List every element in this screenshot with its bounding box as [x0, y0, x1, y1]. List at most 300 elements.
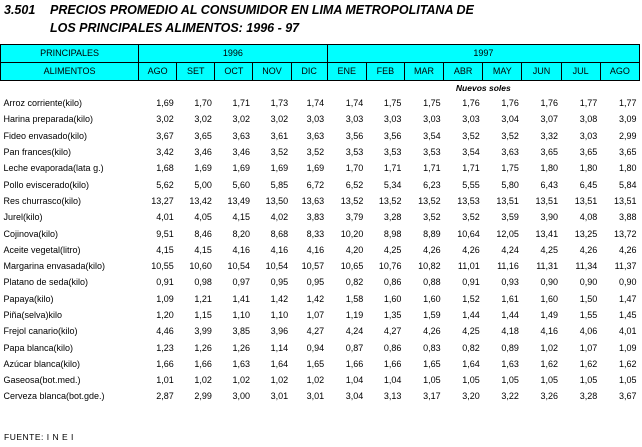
- unit-label: Nuevos soles: [455, 83, 511, 93]
- food-name: Azúcar blanca(kilo): [3, 358, 81, 369]
- price-cell: 1,42: [306, 293, 325, 304]
- price-cell: 1,14: [270, 342, 289, 353]
- price-cell: 0,86: [383, 277, 402, 288]
- price-cell: 4,25: [540, 244, 559, 255]
- price-cell: 3,26: [540, 391, 559, 402]
- price-cell: 1,02: [232, 375, 250, 386]
- price-cell: 3,96: [270, 326, 289, 337]
- price-cell: 1,20: [156, 310, 174, 320]
- table-row: [1, 160, 640, 176]
- price-cell: 1,02: [194, 375, 212, 386]
- price-cell: 13,25: [574, 228, 598, 239]
- food-name: Jurel(kilo): [3, 212, 43, 223]
- price-cell: 1,80: [579, 163, 598, 174]
- price-cell: 1,47: [618, 293, 637, 304]
- price-cell: 13,49: [227, 195, 250, 206]
- price-cell: 1,10: [270, 310, 289, 320]
- price-cell: 1,80: [540, 163, 559, 174]
- price-cell: 0,82: [462, 342, 480, 353]
- price-cell: 5,84: [618, 179, 637, 190]
- header-month-1996: DIC: [291, 63, 327, 81]
- price-cell: 1,07: [306, 310, 325, 320]
- price-cell: 13,52: [340, 195, 364, 206]
- price-cell: 10,64: [457, 228, 480, 239]
- price-cell: 1,74: [306, 98, 325, 109]
- price-cell: 3,00: [232, 391, 250, 402]
- price-cell: 3,02: [270, 114, 289, 125]
- price-cell: 1,71: [383, 163, 402, 174]
- price-cell: 1,09: [156, 293, 174, 304]
- price-cell: 0,97: [232, 277, 250, 288]
- food-name: Pollo eviscerado(kilo): [3, 179, 90, 190]
- price-cell: 3,52: [306, 147, 325, 158]
- price-cell: 3,46: [232, 147, 250, 158]
- price-cell: 13,51: [496, 195, 519, 206]
- header-month-1996: AGO: [139, 63, 177, 81]
- price-cell: 4,01: [618, 326, 637, 337]
- price-cell: 0,83: [423, 342, 441, 353]
- price-cell: 1,61: [501, 293, 519, 304]
- price-cell: 6,45: [579, 179, 598, 190]
- price-cell: 0,93: [501, 277, 519, 288]
- table-title-line-1: [4, 3, 474, 17]
- price-cell: 4,24: [501, 244, 519, 255]
- table-row: [1, 291, 640, 307]
- price-cell: 1,45: [618, 310, 637, 320]
- price-cell: 6,52: [345, 179, 364, 190]
- price-cell: 4,01: [156, 212, 174, 223]
- price-cell: 3,46: [194, 147, 212, 158]
- price-cell: 1,04: [383, 375, 402, 386]
- price-cell: 6,43: [540, 179, 559, 190]
- price-cell: 3,52: [270, 147, 289, 158]
- price-cell: 6,72: [306, 179, 325, 190]
- food-name: Papa blanca(kilo): [3, 342, 74, 353]
- price-cell: 8,98: [383, 228, 402, 239]
- header-month-1997: ABR: [444, 63, 483, 81]
- price-cell: 1,05: [540, 375, 559, 386]
- price-cell: 3,08: [579, 114, 598, 125]
- price-cell: 1,05: [579, 375, 598, 386]
- price-cell: 3,59: [501, 212, 519, 223]
- price-cell: 2,99: [194, 391, 212, 402]
- price-cell: 13,63: [301, 195, 325, 206]
- price-cell: 1,62: [618, 358, 637, 369]
- price-cell: 3,28: [579, 391, 598, 402]
- price-cell: 4,26: [618, 244, 637, 255]
- food-name: Res churrasco(kilo): [3, 195, 82, 206]
- price-cell: 3,90: [540, 212, 559, 223]
- price-cell: 13,72: [613, 228, 637, 239]
- price-cell: 1,73: [270, 98, 289, 109]
- price-cell: 1,64: [462, 358, 480, 369]
- price-cell: 1,66: [383, 358, 402, 369]
- price-cell: 4,20: [345, 244, 364, 255]
- header-month-1997: MAR: [404, 63, 443, 81]
- price-cell: 1,76: [462, 98, 480, 109]
- price-cell: 4,27: [306, 326, 325, 337]
- price-cell: 13,27: [151, 195, 174, 206]
- price-cell: 0,95: [270, 277, 289, 288]
- price-cell: 0,87: [345, 342, 364, 353]
- table-row: [1, 95, 640, 111]
- price-cell: 3,65: [194, 130, 212, 141]
- price-cell: 3,52: [423, 212, 441, 223]
- header-month-1996: SET: [177, 63, 215, 81]
- price-cell: 8,33: [306, 228, 325, 239]
- header-alimentos: ALIMENTOS: [1, 63, 139, 81]
- price-cell: 1,02: [270, 375, 289, 386]
- price-cell: 4,16: [232, 244, 250, 255]
- price-cell: 3,67: [618, 391, 637, 402]
- price-cell: 10,60: [189, 261, 212, 272]
- price-cell: 1,35: [383, 310, 402, 320]
- price-cell: 13,51: [574, 195, 598, 206]
- table-row: [1, 128, 640, 144]
- price-cell: 1,77: [579, 98, 598, 109]
- price-cell: 3,65: [579, 147, 598, 158]
- price-cell: 1,68: [156, 163, 174, 174]
- price-cell: 3,02: [194, 114, 212, 125]
- price-cell: 4,16: [540, 326, 559, 337]
- price-cell: 1,70: [194, 98, 212, 109]
- price-cell: 1,74: [345, 98, 364, 109]
- price-cell: 1,15: [194, 310, 212, 320]
- price-cell: 8,89: [423, 228, 441, 239]
- price-cell: 4,05: [194, 212, 212, 223]
- title-text-line-2: LOS PRINCIPALES ALIMENTOS: 1996 - 97: [50, 21, 300, 35]
- price-cell: 12,05: [496, 228, 519, 239]
- price-cell: 5,85: [270, 179, 289, 190]
- price-cell: 1,63: [501, 358, 519, 369]
- table-row: [1, 258, 640, 274]
- price-cell: 13,51: [613, 195, 637, 206]
- food-name: Aceite vegetal(litro): [3, 244, 81, 255]
- price-cell: 3,53: [383, 147, 402, 158]
- price-cell: 3,17: [423, 391, 441, 402]
- price-cell: 3,83: [306, 212, 325, 223]
- price-cell: 3,28: [383, 212, 402, 223]
- table-row: [1, 242, 640, 258]
- price-cell: 3,53: [423, 147, 441, 158]
- table-row: [1, 225, 640, 241]
- header-principales: PRINCIPALES: [1, 45, 139, 63]
- price-cell: 0,82: [345, 277, 364, 288]
- price-cell: 3,53: [345, 147, 364, 158]
- price-cell: 8,46: [194, 228, 212, 239]
- price-cell: 3,02: [156, 114, 174, 125]
- price-cell: 1,69: [194, 163, 212, 174]
- price-cell: 4,15: [194, 244, 212, 255]
- header-month-1996: NOV: [253, 63, 291, 81]
- price-cell: 5,00: [194, 179, 212, 190]
- price-cell: 3,22: [501, 391, 519, 402]
- price-cell: 1,26: [232, 342, 250, 353]
- price-cell: 0,91: [156, 277, 174, 288]
- price-cell: 3,03: [345, 114, 364, 125]
- price-cell: 1,02: [306, 375, 325, 386]
- price-cell: 1,80: [618, 163, 637, 174]
- header-month-1997: ENE: [327, 63, 366, 81]
- price-cell: 8,68: [270, 228, 289, 239]
- price-cell: 1,05: [423, 375, 441, 386]
- title-text-line-1: PRECIOS PROMEDIO AL CONSUMIDOR EN LIMA METROPOLITANA DE: [50, 3, 474, 17]
- price-cell: 10,65: [340, 261, 364, 272]
- price-cell: 1,77: [618, 98, 637, 109]
- price-cell: 4,27: [383, 326, 402, 337]
- price-cell: 2,99: [618, 130, 637, 141]
- price-cell: 4,16: [306, 244, 325, 255]
- price-cell: 1,76: [501, 98, 519, 109]
- price-cell: 13,42: [189, 195, 212, 206]
- price-cell: 1,09: [618, 342, 637, 353]
- price-cell: 11,16: [497, 261, 519, 272]
- price-cell: 3,65: [618, 147, 637, 158]
- table-row: [1, 323, 640, 339]
- price-cell: 4,46: [156, 326, 174, 337]
- price-cell: 5,60: [232, 179, 250, 190]
- food-name: Cojinova(kilo): [3, 228, 59, 239]
- price-cell: 3,02: [232, 114, 250, 125]
- price-cell: 3,56: [345, 130, 364, 141]
- price-cell: 1,05: [462, 375, 480, 386]
- price-cell: 13,50: [265, 195, 289, 206]
- price-cell: 13,52: [418, 195, 441, 206]
- price-cell: 4,02: [270, 212, 289, 223]
- price-cell: 0,90: [579, 277, 598, 288]
- table-row: [1, 176, 640, 192]
- price-cell: 0,89: [501, 342, 519, 353]
- price-cell: 1,69: [306, 163, 325, 174]
- price-cell: 1,55: [579, 310, 598, 320]
- price-cell: 1,05: [618, 375, 637, 386]
- price-cell: 3,52: [462, 212, 480, 223]
- price-cell: 3,03: [306, 114, 325, 125]
- header-year-1996: 1996: [139, 45, 328, 63]
- price-cell: 10,57: [301, 261, 325, 272]
- food-name: Arroz corriente(kilo): [3, 98, 83, 109]
- header-month-1997: JUN: [522, 63, 561, 81]
- table-row: [1, 144, 640, 160]
- price-cell: 1,59: [423, 310, 441, 320]
- food-name: Platano de seda(kilo): [3, 277, 89, 288]
- price-cell: 1,71: [423, 163, 441, 174]
- price-cell: 3,03: [423, 114, 441, 125]
- price-cell: 5,55: [462, 179, 480, 190]
- price-cell: 13,52: [378, 195, 402, 206]
- price-cell: 1,60: [540, 293, 559, 304]
- price-cell: 1,65: [306, 358, 325, 369]
- price-cell: 10,20: [340, 228, 364, 239]
- price-cell: 3,42: [156, 147, 174, 158]
- price-cell: 10,76: [378, 261, 402, 272]
- price-cell: 3,67: [156, 130, 174, 141]
- price-cell: 1,02: [540, 342, 559, 353]
- price-cell: 3,01: [306, 391, 325, 402]
- price-cell: 1,60: [383, 293, 402, 304]
- table-row: [1, 339, 640, 355]
- food-name: Fideo envasado(kilo): [3, 130, 88, 141]
- price-cell: 3,63: [501, 147, 519, 158]
- food-name: Papaya(kilo): [3, 293, 54, 304]
- price-cell: 1,26: [194, 342, 212, 353]
- price-cell: 3,09: [618, 114, 637, 125]
- price-cell: 3,03: [579, 130, 598, 141]
- prices-table: [0, 44, 640, 405]
- price-cell: 1,63: [232, 358, 250, 369]
- table-row: [1, 193, 640, 209]
- price-cell: 3,13: [383, 391, 402, 402]
- price-cell: 1,76: [540, 98, 559, 109]
- price-cell: 0,90: [618, 277, 637, 288]
- price-cell: 1,23: [156, 342, 174, 353]
- price-cell: 1,64: [270, 358, 289, 369]
- table-row: [1, 356, 640, 372]
- price-cell: 3,99: [194, 326, 212, 337]
- price-cell: 3,04: [345, 391, 364, 402]
- price-cell: 3,54: [423, 130, 441, 141]
- price-cell: 4,26: [579, 244, 598, 255]
- price-cell: 1,66: [194, 358, 212, 369]
- price-cell: 5,80: [501, 179, 519, 190]
- price-cell: 10,54: [227, 261, 250, 272]
- food-name: Piña(selva)kilo: [3, 310, 63, 320]
- price-cell: 1,66: [345, 358, 364, 369]
- table-row: [1, 388, 640, 404]
- price-cell: 1,65: [423, 358, 441, 369]
- food-name: Harina preparada(kilo): [3, 114, 94, 125]
- price-cell: 1,10: [232, 310, 250, 320]
- price-cell: 3,56: [383, 130, 402, 141]
- price-cell: 4,25: [462, 326, 480, 337]
- price-cell: 4,26: [423, 326, 441, 337]
- price-cell: 1,41: [232, 293, 250, 304]
- price-cell: 1,75: [383, 98, 402, 109]
- table-row: [1, 307, 640, 323]
- table-row: [1, 209, 640, 225]
- price-cell: 9,51: [156, 228, 174, 239]
- price-cell: 1,50: [579, 293, 598, 304]
- price-cell: 3,20: [462, 391, 480, 402]
- header-month-1997: FEB: [366, 63, 404, 81]
- price-cell: 4,24: [345, 326, 364, 337]
- price-cell: 1,05: [501, 375, 519, 386]
- price-cell: 1,07: [579, 342, 598, 353]
- price-cell: 1,62: [579, 358, 598, 369]
- price-cell: 3,65: [540, 147, 559, 158]
- price-cell: 2,87: [156, 391, 174, 402]
- table-row: [1, 274, 640, 290]
- price-cell: 0,95: [306, 277, 325, 288]
- price-cell: 0,90: [540, 277, 559, 288]
- price-cell: 3,32: [540, 130, 559, 141]
- price-cell: 0,88: [423, 277, 441, 288]
- price-cell: 3,79: [345, 212, 364, 223]
- price-cell: 1,52: [462, 293, 480, 304]
- price-cell: 11,31: [536, 261, 559, 272]
- food-name: Pan frances(kilo): [3, 147, 72, 158]
- price-cell: 3,04: [501, 114, 519, 125]
- price-cell: 11,01: [457, 261, 480, 272]
- food-name: Cerveza blanca(bot.gde.): [3, 391, 105, 402]
- price-cell: 11,34: [575, 261, 598, 272]
- price-cell: 5,62: [156, 179, 174, 190]
- price-cell: 1,71: [232, 98, 250, 109]
- price-cell: 4,18: [501, 326, 519, 337]
- price-cell: 1,58: [345, 293, 364, 304]
- food-name: Leche evaporada(lata g.): [3, 163, 104, 174]
- price-cell: 1,01: [156, 375, 174, 386]
- price-cell: 3,03: [462, 114, 480, 125]
- price-cell: 3,54: [462, 147, 480, 158]
- price-cell: 13,51: [535, 195, 559, 206]
- price-cell: 3,85: [232, 326, 250, 337]
- price-cell: 3,63: [306, 130, 325, 141]
- header-month-1996: OCT: [215, 63, 253, 81]
- table-row: [1, 111, 640, 127]
- price-cell: 10,82: [418, 261, 441, 272]
- price-cell: 3,61: [270, 130, 289, 141]
- price-cell: 0,94: [306, 342, 325, 353]
- price-cell: 1,71: [462, 163, 480, 174]
- price-cell: 11,37: [614, 261, 637, 272]
- price-cell: 1,21: [194, 293, 212, 304]
- price-cell: 4,26: [462, 244, 480, 255]
- price-cell: 3,88: [618, 212, 637, 223]
- price-cell: 1,75: [501, 163, 519, 174]
- header-month-1997: JUL: [561, 63, 600, 81]
- header-month-1997: AGO: [600, 63, 639, 81]
- price-cell: 3,52: [462, 130, 480, 141]
- price-cell: 13,53: [457, 195, 480, 206]
- price-cell: 3,52: [501, 130, 519, 141]
- price-cell: 10,55: [151, 261, 174, 272]
- price-cell: 1,62: [540, 358, 559, 369]
- price-cell: 1,19: [345, 310, 364, 320]
- price-cell: 1,44: [462, 310, 480, 320]
- source-note: FUENTE: I N E I: [4, 432, 74, 442]
- price-cell: 1,60: [423, 293, 441, 304]
- price-cell: 0,86: [383, 342, 402, 353]
- price-cell: 1,44: [501, 310, 519, 320]
- price-cell: 10,54: [265, 261, 289, 272]
- price-cell: 1,42: [270, 293, 289, 304]
- price-cell: 3,01: [270, 391, 289, 402]
- price-cell: 8,20: [232, 228, 250, 239]
- price-cell: 4,15: [156, 244, 174, 255]
- table-row: [1, 372, 640, 388]
- price-cell: 1,69: [270, 163, 289, 174]
- price-cell: 1,66: [156, 358, 174, 369]
- price-cell: 4,08: [579, 212, 598, 223]
- price-cell: 1,49: [540, 310, 559, 320]
- header-year-1997: 1997: [327, 45, 639, 63]
- price-cell: 4,16: [270, 244, 289, 255]
- price-cell: 4,26: [423, 244, 441, 255]
- price-cell: 3,63: [232, 130, 250, 141]
- price-cell: 3,07: [540, 114, 559, 125]
- price-cell: 3,03: [383, 114, 402, 125]
- price-cell: 4,06: [579, 326, 598, 337]
- food-name: Gaseosa(bot.med.): [3, 375, 81, 386]
- food-name: Margarina envasada(kilo): [3, 261, 106, 272]
- price-cell: 6,23: [423, 179, 441, 190]
- price-cell: 0,98: [194, 277, 212, 288]
- food-name: Frejol canario(kilo): [3, 326, 78, 337]
- price-cell: 5,34: [383, 179, 402, 190]
- price-cell: 13,41: [535, 228, 559, 239]
- price-cell: 1,69: [232, 163, 250, 174]
